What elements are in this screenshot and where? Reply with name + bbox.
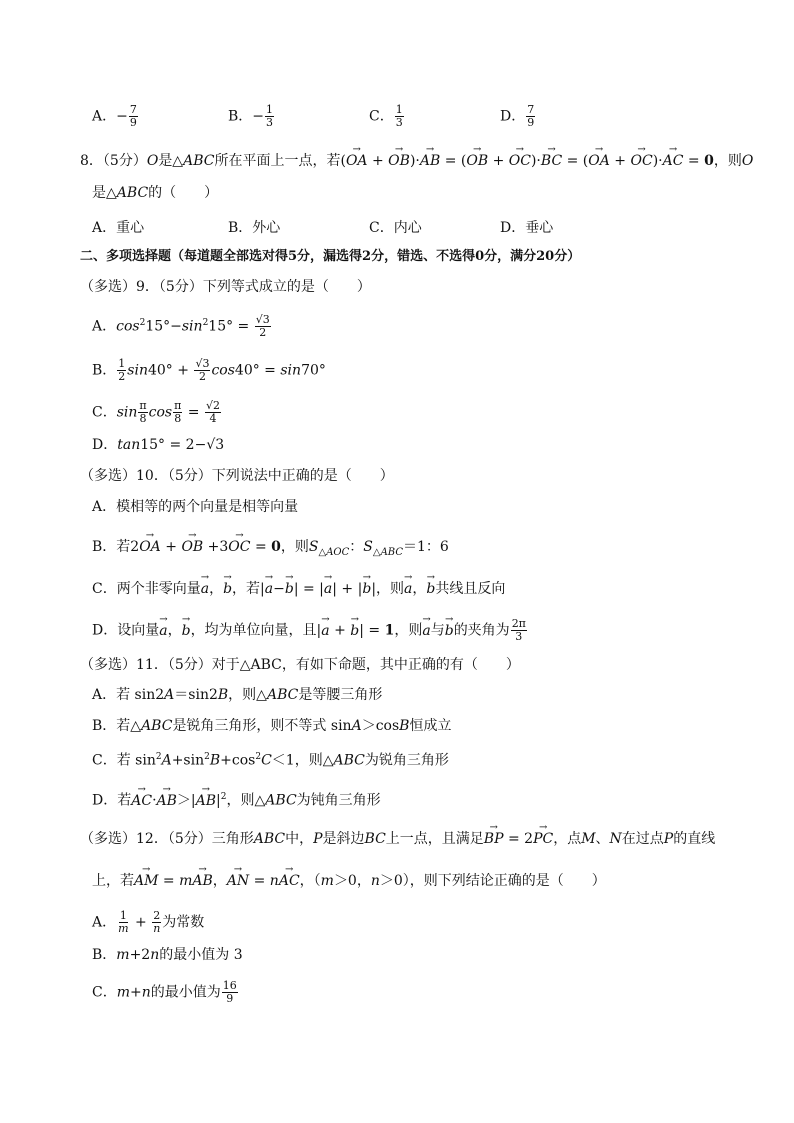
q10-option-a: A．模相等的两个向量是相等向量 bbox=[92, 499, 299, 515]
q7-option-b: B．− $\frac{1}{3}$ bbox=[228, 103, 274, 129]
q10-option-b: B．若2→ OA + → OB +3→ OC = 0，则$S_{\triangle AOC}$：$S_{\triangle ABC}=1$：6 bbox=[92, 538, 449, 562]
q12-stem-line1: （多选）12．（5分）三角形ABC中，P是斜边BC上一点，且满足→ BP = 2→ PC，点M、N在过点P的直线 bbox=[80, 830, 715, 848]
q12-option-a: A． $\frac{1}{m}$ + $\frac{2}{n}$ 为常数 bbox=[92, 909, 205, 935]
q8-stem-line1: 8．（5分）O是△ABC所在平面上一点，若(→ OA + → OB)·→ AB = (→ OB + → OC)·→ BC = (→ OA + → OC)·→ AC = 0，则O bbox=[80, 152, 753, 170]
q8-option-d: D．垂心 bbox=[500, 220, 554, 236]
q9-option-b: B． $\frac{1}{2}$ sin40° + $\frac{√3}{2}$ cos40° = sin70° bbox=[92, 357, 326, 383]
q9-option-a: A．$\cos^215^\circ-\sin^215^\circ$ = $\frac{√3}{2}$ bbox=[92, 313, 270, 340]
q7-option-a: A．− $\frac{7}{9}$ bbox=[92, 103, 137, 129]
q8-option-b: B．外心 bbox=[228, 220, 281, 236]
q10-stem: （多选）10．（5分）下列说法中正确的是（ ） bbox=[80, 468, 394, 484]
q10-option-d: D．设向量→ a，→ b，均为单位向量，且|→ a + → b| = 1，则→ a与→ b的夹角为 $\frac{2\pi}{3}$ bbox=[92, 618, 528, 643]
q9-stem: （多选）9．（5分）下列等式成立的是（ ） bbox=[80, 279, 371, 295]
q7-option-d: D． $\frac{7}{9}$ bbox=[500, 103, 535, 129]
q11-option-c: C．若 $\sin^2A+\sin^2B+\cos^2C<1$，则△ABC为锐角三角形 bbox=[92, 752, 449, 769]
q11-stem: （多选）11．（5分）对于△ABC，有如下命题，其中正确的有（ ） bbox=[80, 657, 520, 673]
q9-option-d: D．tan15° = 2−√3 bbox=[92, 437, 225, 453]
section-title: 二、多项选择题（每道题全部选对得5分，漏选得2分，错选、不选得0分，满分20分） bbox=[80, 249, 581, 264]
q11-option-d: D．若→ $AC\cdot\to AB>|\to AB|^2$，则△ABC为钝角三角形 bbox=[92, 788, 381, 810]
q12-option-b: B．m+2n的最小值为 3 bbox=[92, 947, 243, 963]
q12-stem-line2: 上，若→ AM = m→ AB，→ AN = n→ AC，（m＞0，n＞0），则下列结论正确的是（ ） bbox=[92, 872, 606, 890]
q8-option-a: A．重心 bbox=[92, 220, 145, 236]
q11-option-a: A．若 sin2A＝sin2B，则△ABC是等腰三角形 bbox=[92, 687, 383, 703]
q12-option-c: C．m+n的最小值为 $\frac{16}{9}$ bbox=[92, 979, 237, 1005]
q8-stem-line2: 是△ABC的（ ） bbox=[92, 185, 219, 201]
q11-option-b: B．若△ABC是锐角三角形，则不等式 sinA＞cosB恒成立 bbox=[92, 718, 452, 734]
q10-option-c: C．两个非零向量→ a，→ b，若|→ a−→ b| = |→ a| + |→ b|，则→ a，→ b共线且反向 bbox=[92, 580, 505, 598]
q7-option-c: C． $\frac{1}{3}$ bbox=[369, 103, 403, 129]
q9-option-c: C．sin $\frac{\pi}{8}$ cos $\frac{\pi}{8}$ = $\frac{√2}{4}$ bbox=[92, 399, 220, 425]
q8-option-c: C．内心 bbox=[369, 220, 422, 236]
